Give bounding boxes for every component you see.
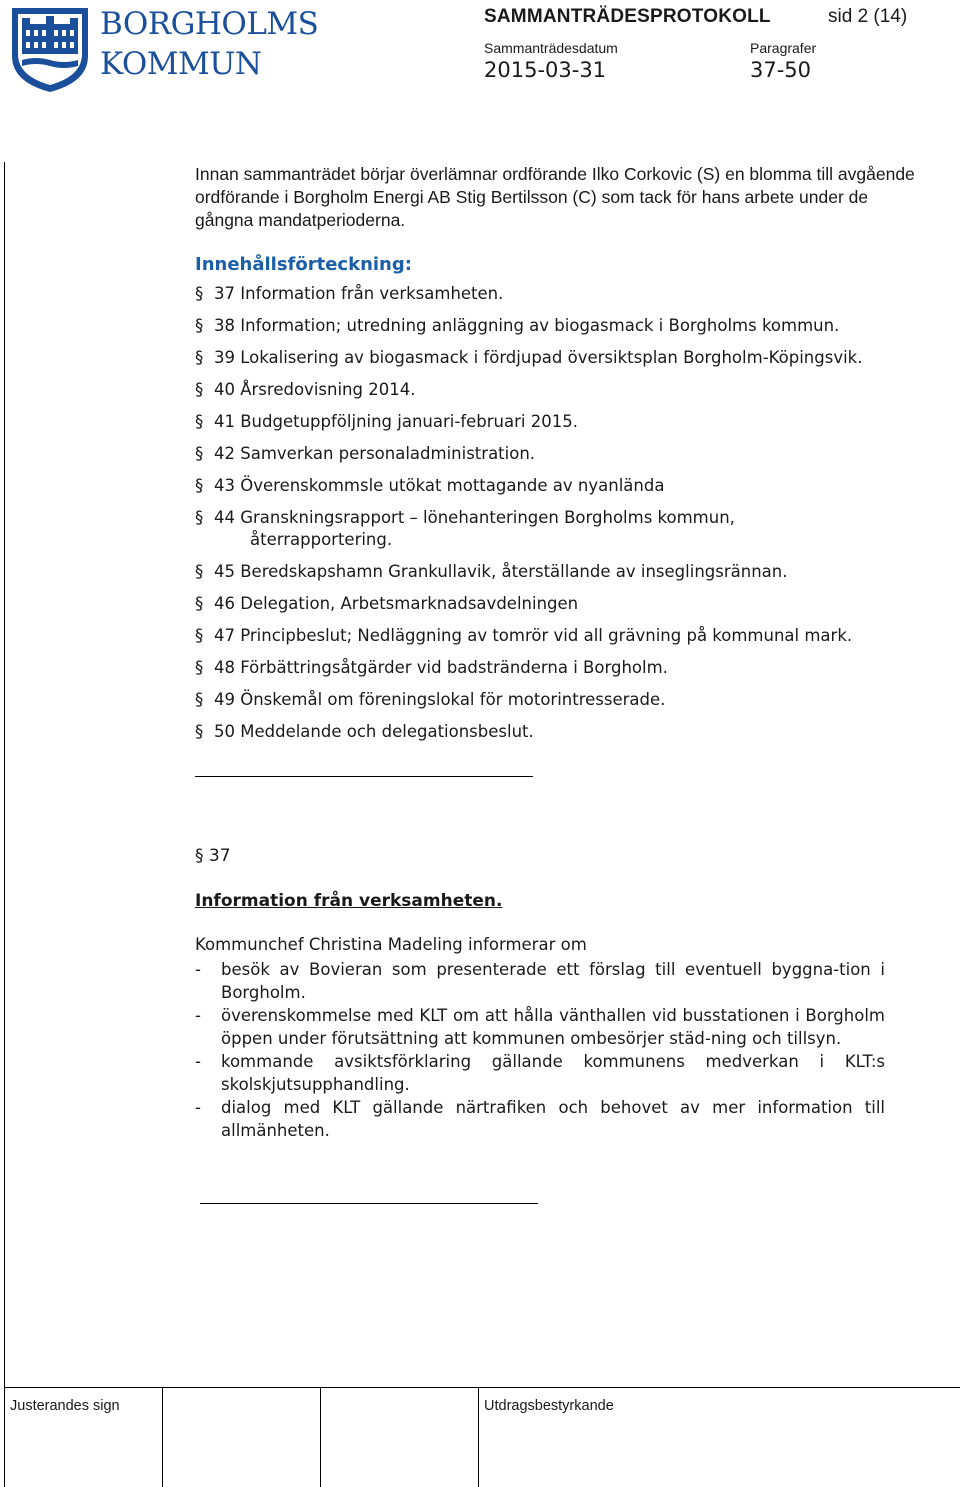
toc-item-text: 41 Budgetuppföljning januari-februari 2015. — [214, 412, 578, 431]
document-title: SAMMANTRÄDESPROTOKOLL — [484, 6, 771, 27]
logo-line-2: KOMMUN — [100, 46, 262, 82]
section-symbol: § — [195, 444, 204, 463]
toc-item — [195, 507, 955, 551]
page-number: sid 2 (14) — [828, 6, 908, 27]
toc-item-text: 40 Årsredovisning 2014. — [214, 380, 416, 399]
list-item-text: kommande avsiktsförklaring gällande kommunens medverkan i KLT:s skolskjutsupphandling. — [221, 1052, 885, 1094]
toc-heading: Innehållsförteckning: — [195, 254, 412, 275]
meeting-date-label: Sammanträdesdatum — [484, 40, 618, 56]
toc-item — [195, 443, 955, 465]
toc-item — [195, 689, 955, 711]
footer-line — [4, 1387, 960, 1388]
toc-item — [195, 347, 955, 369]
section-symbol: § — [195, 658, 204, 677]
toc-item-text: 46 Delegation, Arbetsmarknadsavdelningen — [214, 594, 579, 613]
section-symbol: § — [195, 412, 204, 431]
section-symbol: § — [195, 722, 204, 741]
toc-item-text: 47 Principbeslut; Nedläggning av tomrör vid all grävning på kommunal mark. — [214, 626, 853, 645]
footer-divider — [320, 1387, 321, 1487]
toc-item — [195, 379, 955, 401]
section-heading: Information från verksamheten. — [195, 891, 503, 911]
list-item-text: dialog med KLT gällande närtrafiken och behovet av mer information till allmänheten. — [221, 1098, 885, 1140]
castle-crest-icon — [8, 4, 92, 94]
footer-divider — [478, 1387, 479, 1487]
toc-item — [195, 721, 955, 743]
toc-item — [195, 315, 955, 337]
section-divider — [200, 1203, 538, 1204]
toc-item — [195, 561, 955, 583]
toc-item — [195, 625, 955, 647]
toc-item — [195, 657, 955, 679]
logo-line-1: BORGHOLMS — [100, 6, 319, 42]
toc-item — [195, 593, 955, 615]
extract-label: Utdragsbestyrkande — [484, 1398, 614, 1414]
section-symbol: § — [195, 626, 204, 645]
meeting-date-value: 2015-03-31 — [484, 58, 607, 82]
toc-item — [195, 283, 955, 305]
toc-item — [195, 411, 955, 433]
section-divider — [195, 776, 533, 777]
toc-item-text: 37 Information från verksamheten. — [214, 284, 504, 303]
sign-label: Justerandes sign — [10, 1398, 120, 1414]
section-intro: Kommunchef Christina Madeling informerar om — [195, 935, 587, 954]
paragraphs-value: 37-50 — [750, 58, 812, 82]
toc-item-text: 50 Meddelande och delegationsbeslut. — [214, 722, 534, 741]
list-item — [195, 958, 885, 1004]
section-symbol: § — [195, 508, 204, 527]
section-symbol: § — [195, 380, 204, 399]
info-list — [195, 958, 885, 1142]
list-item — [195, 1050, 885, 1096]
section-symbol: § — [195, 690, 204, 709]
section-symbol: § — [195, 284, 204, 303]
toc-item-text: 44 Granskningsrapport – lönehanteringen Borgholms kommun, — [214, 508, 735, 527]
list-item-text: överenskommelse med KLT om att hålla vänthallen vid busstationen i Borgholm öppen under förutsättning att kommunen ombesörjer städ-ning och tillsyn. — [221, 1006, 885, 1048]
toc-list — [195, 283, 955, 753]
toc-item-text: 48 Förbättringsåtgärder vid badstränderna i Borgholm. — [214, 658, 668, 677]
list-item — [195, 1096, 885, 1142]
footer-divider — [162, 1387, 163, 1487]
section-symbol: § — [195, 562, 204, 581]
footer-divider — [4, 1387, 5, 1487]
toc-item-text: 38 Information; utredning anläggning av biogasmack i Borgholms kommun. — [214, 316, 840, 335]
section-symbol: § — [195, 594, 204, 613]
list-dash: - — [195, 1098, 201, 1117]
section-symbol: § — [195, 476, 204, 495]
toc-item-text: 45 Beredskapshamn Grankullavik, återställande av inseglingsrännan. — [214, 562, 788, 581]
toc-item-text: 43 Överenskommsle utökat mottagande av nyanlända — [214, 476, 665, 495]
list-item-text: besök av Bovieran som presenterade ett förslag till eventuell byggna-tion i Borgholm. — [221, 960, 885, 1002]
list-dash: - — [195, 1052, 201, 1071]
municipality-logo — [8, 4, 319, 92]
toc-item — [195, 475, 955, 497]
logo-wordmark — [100, 8, 318, 80]
paragraphs-label: Paragrafer — [750, 40, 817, 56]
section-symbol: § — [195, 348, 204, 367]
list-dash: - — [195, 960, 201, 979]
toc-item-text: 39 Lokalisering av biogasmack i fördjupad översiktsplan Borgholm-Köpingsvik. — [214, 348, 863, 367]
toc-item-text: 49 Önskemål om föreningslokal för motorintresserade. — [214, 690, 666, 709]
toc-item-text: 42 Samverkan personaladministration. — [214, 444, 536, 463]
list-dash: - — [195, 1006, 201, 1025]
section-symbol: § — [195, 316, 204, 335]
left-margin-line — [4, 162, 5, 1387]
intro-paragraph: Innan sammanträdet börjar överlämnar ordförande Ilko Corkovic (S) en blomma till avgående ordförande i Borgholm Energi AB Stig Bertilsson (C) som tack för hans arbete under de gångna mandatperioderna. — [195, 164, 915, 230]
list-item — [195, 1004, 885, 1050]
toc-item-continuation: återrapportering. — [250, 530, 393, 549]
section-number: § 37 — [195, 846, 231, 866]
